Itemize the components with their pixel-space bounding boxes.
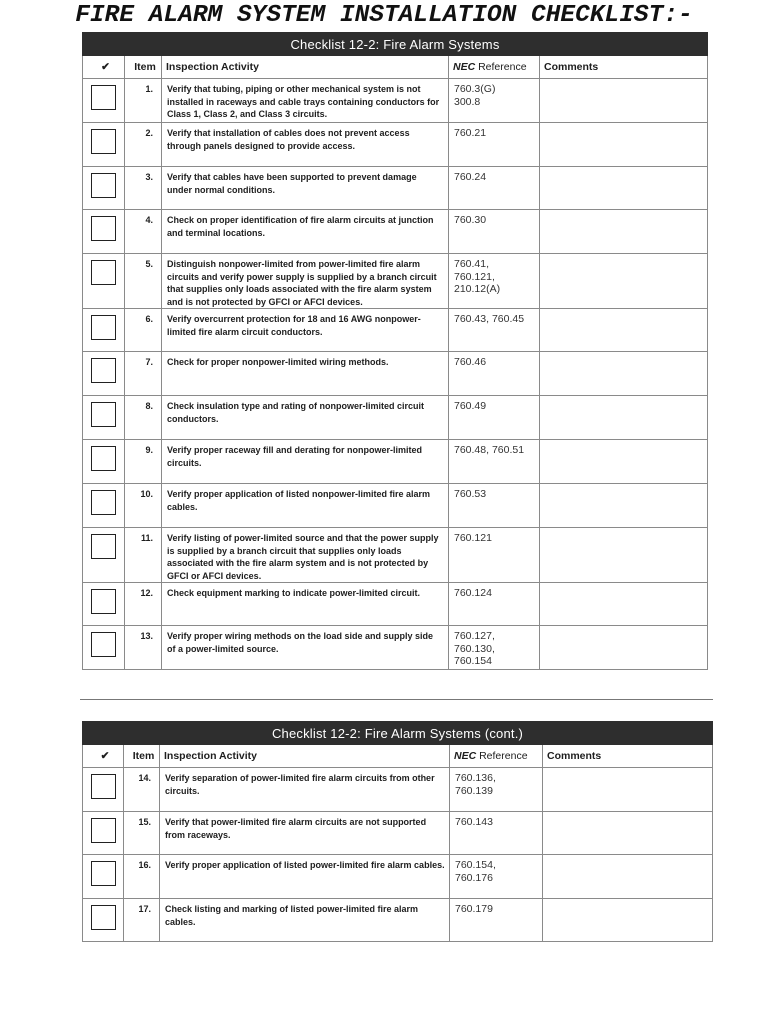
checkbox[interactable] bbox=[91, 315, 116, 340]
checkbox[interactable] bbox=[91, 446, 116, 471]
column-header-row bbox=[83, 56, 708, 79]
inspection-activity: Check for proper nonpower-limited wiring methods. bbox=[162, 352, 449, 396]
inspection-activity: Verify proper application of listed power-limited fire alarm cables. bbox=[160, 855, 450, 899]
comments-cell[interactable] bbox=[543, 768, 713, 812]
comments-cell[interactable] bbox=[543, 812, 713, 855]
checkbox-cell bbox=[83, 254, 125, 309]
nec-reference-column-header bbox=[450, 745, 543, 768]
nec-reference: 760.46 bbox=[449, 352, 540, 396]
item-number: 2. bbox=[125, 123, 162, 167]
comments-cell[interactable] bbox=[540, 396, 708, 440]
comments-cell[interactable] bbox=[540, 484, 708, 528]
checkbox[interactable] bbox=[91, 216, 116, 241]
checkbox-cell bbox=[83, 768, 124, 812]
table-row bbox=[83, 254, 708, 309]
item-number: 6. bbox=[125, 309, 162, 352]
checkbox[interactable] bbox=[91, 534, 116, 559]
checkbox-cell bbox=[83, 484, 125, 528]
checkbox-cell bbox=[83, 352, 125, 396]
comments-cell[interactable] bbox=[540, 254, 708, 309]
comments-cell[interactable] bbox=[540, 440, 708, 484]
nec-reference: 760.143 bbox=[450, 812, 543, 855]
checkbox[interactable] bbox=[91, 402, 116, 427]
table-row bbox=[83, 528, 708, 583]
nec-label: NEC bbox=[454, 750, 477, 762]
checklist-table bbox=[82, 32, 708, 670]
comments-cell[interactable] bbox=[540, 167, 708, 210]
page-title: FIRE ALARM SYSTEM INSTALLATION CHECKLIST:- bbox=[75, 2, 693, 29]
checkbox-cell bbox=[83, 396, 125, 440]
nec-reference: 760.124 bbox=[449, 583, 540, 626]
table-row bbox=[83, 583, 708, 626]
item-number: 4. bbox=[125, 210, 162, 254]
checkbox[interactable] bbox=[91, 632, 116, 657]
nec-reference: 760.179 bbox=[450, 899, 543, 942]
nec-reference: 760.3(G) 300.8 bbox=[449, 79, 540, 123]
checkbox[interactable] bbox=[91, 490, 116, 515]
table-row bbox=[83, 484, 708, 528]
nec-label: NEC bbox=[453, 61, 476, 73]
table-row bbox=[83, 812, 713, 855]
inspection-activity: Verify that installation of cables does not prevent access through panels designed to provide access. bbox=[162, 123, 449, 167]
nec-reference: 760.24 bbox=[449, 167, 540, 210]
item-number: 15. bbox=[124, 812, 160, 855]
inspection-activity: Verify that tubing, piping or other mechanical system is not installed in raceways and cable trays containing conductors for Class 1, Class 2, and Class 3 circuits. bbox=[162, 79, 449, 123]
page-divider bbox=[80, 699, 713, 700]
table-row bbox=[83, 626, 708, 670]
nec-reference: 760.41, 760.121, 210.12(A) bbox=[449, 254, 540, 309]
nec-reference: 760.49 bbox=[449, 396, 540, 440]
comments-cell[interactable] bbox=[540, 626, 708, 670]
reference-label: Reference bbox=[476, 750, 528, 762]
inspection-activity: Check listing and marking of listed power-limited fire alarm cables. bbox=[160, 899, 450, 942]
inspection-activity: Verify proper raceway fill and derating for nonpower-limited circuits. bbox=[162, 440, 449, 484]
table-banner: Checklist 12-2: Fire Alarm Systems (cont.) bbox=[83, 722, 713, 745]
inspection-activity: Check insulation type and rating of nonpower-limited circuit conductors. bbox=[162, 396, 449, 440]
reference-label: Reference bbox=[475, 61, 527, 73]
inspection-activity: Verify proper application of listed nonpower-limited fire alarm cables. bbox=[162, 484, 449, 528]
comments-cell[interactable] bbox=[540, 352, 708, 396]
nec-reference: 760.127, 760.130, 760.154 bbox=[449, 626, 540, 670]
item-number: 13. bbox=[125, 626, 162, 670]
item-number: 1. bbox=[125, 79, 162, 123]
inspection-activity: Verify separation of power-limited fire alarm circuits from other circuits. bbox=[160, 768, 450, 812]
item-number: 12. bbox=[125, 583, 162, 626]
nec-reference: 760.48, 760.51 bbox=[449, 440, 540, 484]
nec-reference: 760.121 bbox=[449, 528, 540, 583]
checkbox-cell bbox=[83, 855, 124, 899]
comments-cell[interactable] bbox=[543, 855, 713, 899]
checkbox-cell bbox=[83, 123, 125, 167]
nec-reference: 760.30 bbox=[449, 210, 540, 254]
inspection-activity: Verify proper wiring methods on the load side and supply side of a power-limited source. bbox=[162, 626, 449, 670]
checkbox[interactable] bbox=[91, 173, 116, 198]
nec-reference: 760.154, 760.176 bbox=[450, 855, 543, 899]
checkbox-cell bbox=[83, 626, 125, 670]
item-number: 8. bbox=[125, 396, 162, 440]
checkbox[interactable] bbox=[91, 774, 116, 799]
item-number: 14. bbox=[124, 768, 160, 812]
checkbox-cell bbox=[83, 583, 125, 626]
table-row bbox=[83, 79, 708, 123]
table-row bbox=[83, 123, 708, 167]
checkbox[interactable] bbox=[91, 818, 116, 843]
checkbox-cell bbox=[83, 79, 125, 123]
nec-reference: 760.136, 760.139 bbox=[450, 768, 543, 812]
item-column-header: Item bbox=[125, 56, 162, 79]
checkbox-cell bbox=[83, 210, 125, 254]
checkbox[interactable] bbox=[91, 129, 116, 154]
table-row bbox=[83, 768, 713, 812]
table-row bbox=[83, 167, 708, 210]
table-row bbox=[83, 352, 708, 396]
item-number: 10. bbox=[125, 484, 162, 528]
table-row bbox=[83, 440, 708, 484]
comments-cell[interactable] bbox=[540, 309, 708, 352]
comments-cell[interactable] bbox=[540, 79, 708, 123]
inspection-activity: Verify listing of power-limited source and that the power supply is supplied by a branch circuit that supplies only loads associated with the fire alarm system and is not protected by GFCI or AFCI devices. bbox=[162, 528, 449, 583]
checkbox[interactable] bbox=[91, 358, 116, 383]
checkbox-cell bbox=[83, 309, 125, 352]
item-number: 5. bbox=[125, 254, 162, 309]
inspection-activity: Verify that power-limited fire alarm circuits are not supported from raceways. bbox=[160, 812, 450, 855]
inspection-activity: Distinguish nonpower-limited from power-limited fire alarm circuits and verify power supply is supplied by a branch circuit that supplies only loads associated with the fire alarm system and is not protected by GFCI or AFCI devices. bbox=[162, 254, 449, 309]
table-row bbox=[83, 855, 713, 899]
item-number: 17. bbox=[124, 899, 160, 942]
checkbox-cell bbox=[83, 528, 125, 583]
nec-reference: 760.21 bbox=[449, 123, 540, 167]
checkbox-cell bbox=[83, 899, 124, 942]
comments-cell[interactable] bbox=[540, 583, 708, 626]
nec-reference: 760.53 bbox=[449, 484, 540, 528]
column-header-row bbox=[83, 745, 713, 768]
item-number: 11. bbox=[125, 528, 162, 583]
comments-cell[interactable] bbox=[540, 210, 708, 254]
inspection-activity: Verify that cables have been supported to prevent damage under normal conditions. bbox=[162, 167, 449, 210]
checklist-table-continued bbox=[82, 721, 713, 942]
table-row bbox=[83, 309, 708, 352]
comments-cell[interactable] bbox=[543, 899, 713, 942]
item-column-header: Item bbox=[124, 745, 160, 768]
comments-cell[interactable] bbox=[540, 123, 708, 167]
table-banner: Checklist 12-2: Fire Alarm Systems bbox=[83, 33, 708, 56]
item-number: 7. bbox=[125, 352, 162, 396]
table-row bbox=[83, 899, 713, 942]
comments-cell[interactable] bbox=[540, 528, 708, 583]
activity-column-header: Inspection Activity bbox=[162, 56, 449, 79]
checkbox[interactable] bbox=[91, 589, 116, 614]
checkbox[interactable] bbox=[91, 260, 116, 285]
item-number: 9. bbox=[125, 440, 162, 484]
checkbox[interactable] bbox=[91, 861, 116, 886]
table-row bbox=[83, 396, 708, 440]
activity-column-header: Inspection Activity bbox=[160, 745, 450, 768]
checkbox[interactable] bbox=[91, 85, 116, 110]
table-row bbox=[83, 210, 708, 254]
checkmark-icon: ✔ bbox=[83, 56, 125, 79]
inspection-activity: Verify overcurrent protection for 18 and 16 AWG nonpower-limited fire alarm circuit conductors. bbox=[162, 309, 449, 352]
inspection-activity: Check on proper identification of fire alarm circuits at junction and terminal locations. bbox=[162, 210, 449, 254]
inspection-activity: Check equipment marking to indicate power-limited circuit. bbox=[162, 583, 449, 626]
comments-column-header: Comments bbox=[540, 56, 708, 79]
nec-reference: 760.43, 760.45 bbox=[449, 309, 540, 352]
item-number: 16. bbox=[124, 855, 160, 899]
nec-reference-column-header bbox=[449, 56, 540, 79]
checkbox[interactable] bbox=[91, 905, 116, 930]
checkbox-cell bbox=[83, 440, 125, 484]
checkmark-icon: ✔ bbox=[83, 745, 124, 768]
checkbox-cell bbox=[83, 167, 125, 210]
checkbox-cell bbox=[83, 812, 124, 855]
comments-column-header: Comments bbox=[543, 745, 713, 768]
item-number: 3. bbox=[125, 167, 162, 210]
